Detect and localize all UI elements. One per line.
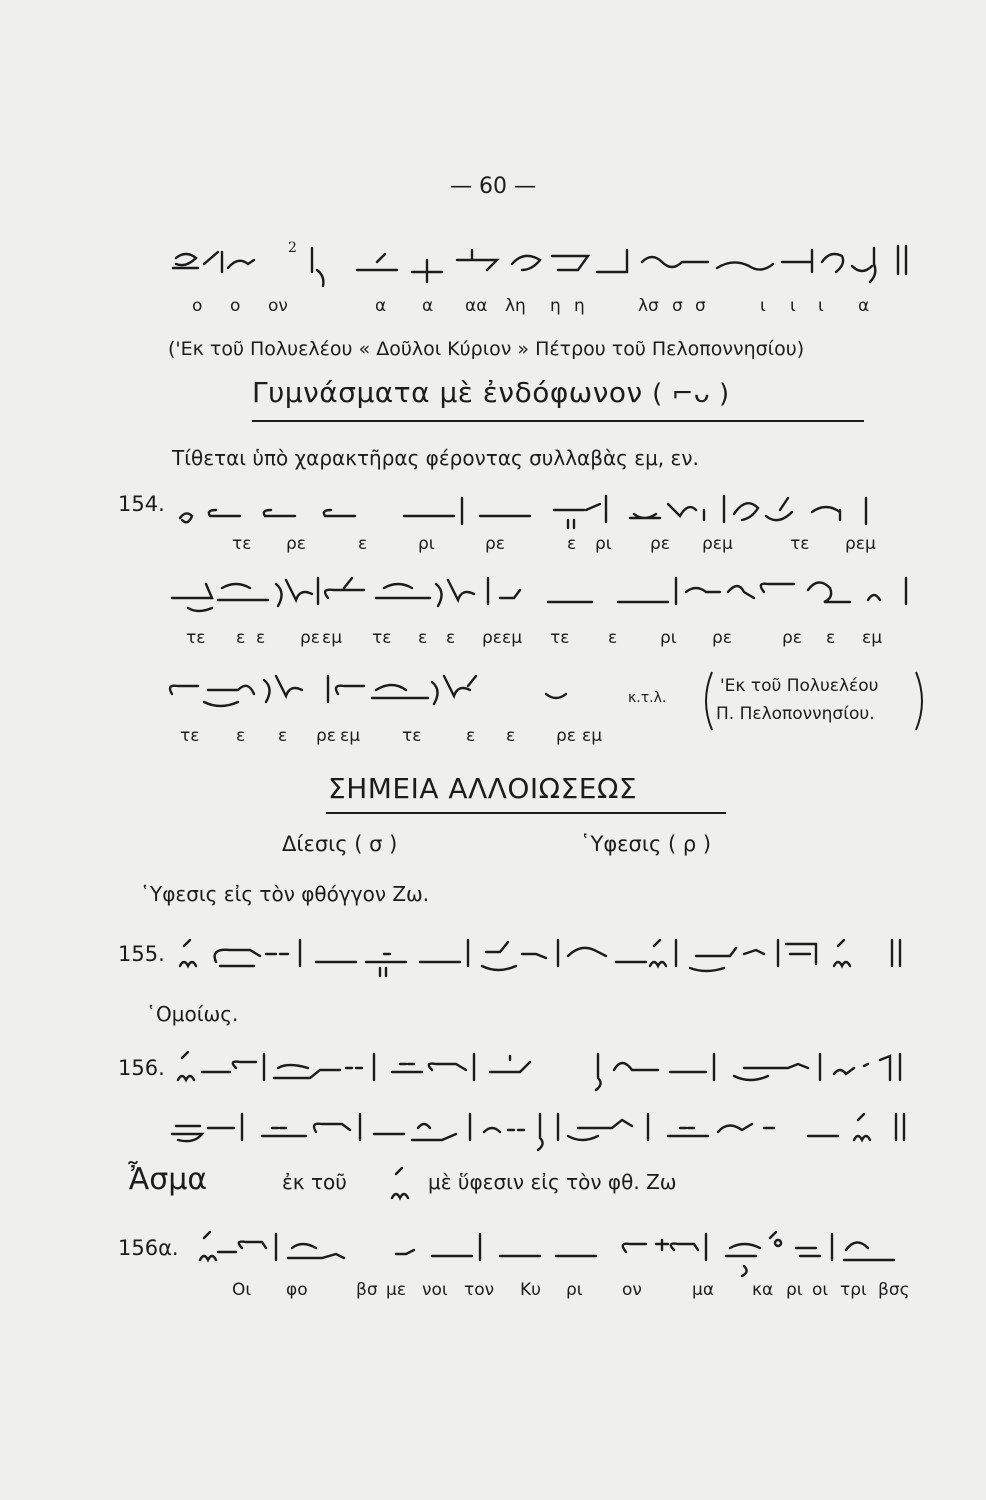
syllable: βσς	[878, 1280, 910, 1300]
lyrics-line	[0, 726, 986, 750]
syllable: εμ	[582, 726, 603, 746]
syllable: ε	[506, 726, 516, 746]
syllable: α	[375, 296, 387, 316]
syllable: τε	[550, 628, 570, 648]
syllable: ρε	[712, 628, 732, 648]
syllable: ρε	[286, 534, 306, 554]
syllable: ο	[230, 296, 241, 316]
syllable: εμ	[502, 628, 523, 648]
syllable: ε	[418, 628, 428, 648]
syllable: ε	[446, 628, 456, 648]
syllable: ο	[192, 296, 203, 316]
source-line: Π. Πελοποννησίου.	[716, 704, 875, 724]
section-heading: ΣΗΜΕΙΑ ΑΛΛΟΙΩΣΕΩΣ	[328, 772, 638, 805]
syllable: τε	[790, 534, 810, 554]
syllable: τρι	[840, 1280, 867, 1300]
syllable: ρι	[418, 534, 435, 554]
note-text: ῾Ομοίως.	[146, 1002, 239, 1026]
syllable: ρε	[300, 628, 320, 648]
neume-line	[176, 488, 916, 534]
syllable: ι	[818, 296, 824, 316]
syllable: Κυ	[520, 1280, 541, 1300]
syllable: νοι	[422, 1280, 448, 1300]
syllable: ε	[358, 534, 368, 554]
exercise-label: 154.	[118, 492, 165, 516]
syllable: ρι	[566, 1280, 583, 1300]
intro-text: Τίθεται ὑπὸ χαρακτῆρας φέροντας συλλαβὰς εμ, εν.	[172, 446, 699, 470]
syllable: ρι	[595, 534, 612, 554]
neume-line	[196, 1226, 916, 1272]
asma-text: μὲ ὕφεσιν εἰς τὸν φθ. Ζω	[428, 1170, 677, 1194]
neume-line	[172, 240, 912, 286]
syllable: σ	[672, 296, 683, 316]
syllable: λσ	[638, 296, 659, 316]
neume-line	[168, 570, 918, 616]
heading-underline	[252, 420, 864, 422]
neume-line	[168, 668, 628, 714]
syllable: ρε	[316, 726, 336, 746]
syllable: εμ	[340, 726, 361, 746]
syllable: ε	[826, 628, 836, 648]
syllable: Οι	[232, 1280, 252, 1300]
syllable: α	[422, 296, 434, 316]
lyrics-line	[0, 534, 986, 558]
lyrics-line	[0, 628, 986, 652]
endophonon-icon: ( ⌐ᴗ )	[652, 379, 730, 409]
syllable: ον	[268, 296, 288, 316]
ktl-text: κ.τ.λ.	[628, 690, 667, 706]
syllable: τε	[372, 628, 392, 648]
syllable: ον	[622, 1280, 642, 1300]
syllable: αα	[465, 296, 488, 316]
neume-line	[176, 932, 916, 978]
syllable: ρι	[660, 628, 677, 648]
syllable: ε	[236, 628, 246, 648]
syllable: ρε	[485, 534, 505, 554]
neume-line	[168, 1106, 914, 1152]
neume-line	[174, 1046, 914, 1092]
syllable: ι	[790, 296, 796, 316]
heading-text: Γυμνάσματα μὲ ἐνδόφωνον	[252, 376, 643, 409]
syllable: τε	[180, 726, 200, 746]
syllable: α	[858, 296, 870, 316]
syllable: βσ	[356, 1280, 378, 1300]
syllable: κα	[752, 1280, 774, 1300]
diesis-label: Δίεσις ( σ )	[282, 832, 398, 856]
syllable: ρε	[650, 534, 670, 554]
heading-underline	[326, 812, 726, 814]
page-number: — 60 —	[450, 174, 536, 199]
section-heading	[252, 376, 730, 409]
syllable: ε	[466, 726, 476, 746]
svg-text:2: 2	[288, 240, 297, 256]
syllable: ε	[256, 628, 266, 648]
asma-line	[128, 1162, 848, 1206]
lyrics-line	[0, 1280, 986, 1304]
syllable: σ	[695, 296, 706, 316]
source-bracket	[698, 668, 930, 734]
syllable: ρεμ	[845, 534, 876, 554]
syllable: ι	[760, 296, 766, 316]
syllable: μα	[692, 1280, 715, 1300]
syllable: η	[574, 296, 585, 316]
syllable: οι	[812, 1280, 829, 1300]
syllable: ρε	[782, 628, 802, 648]
syllable: ε	[278, 726, 288, 746]
syllable: εμ	[322, 628, 343, 648]
syllable: τε	[186, 628, 206, 648]
syllable: τε	[402, 726, 422, 746]
yfesis-label: ῾Υφεσις ( ρ )	[580, 832, 712, 856]
syllable: λη	[505, 296, 526, 316]
syllable: ρι	[786, 1280, 803, 1300]
syllable: ρε	[556, 726, 576, 746]
exercise-label: 156α.	[118, 1236, 179, 1260]
source-line: 'Εκ τοῦ Πολυελέου	[720, 676, 879, 696]
syllable: τε	[232, 534, 252, 554]
intro-text: ῾Υφεσις εἰς τὸν φθόγγον Ζω.	[140, 882, 430, 906]
syllable: ρε	[482, 628, 502, 648]
exercise-label: 156.	[118, 1056, 165, 1080]
exercise-label: 155.	[118, 942, 165, 966]
asma-text: ἐκ τοῦ	[282, 1170, 347, 1194]
asma-title: Ἆσμα	[128, 1162, 208, 1197]
syllable: εμ	[862, 628, 883, 648]
lyrics-line	[0, 296, 986, 320]
syllable: ε	[608, 628, 618, 648]
source-citation: ('Εκ τοῦ Πολυελέου « Δοῦλοι Κύριον » Πέτρου τοῦ Πελοποννησίου)	[168, 338, 805, 360]
syllable: ε	[236, 726, 246, 746]
syllable: ε	[567, 534, 577, 554]
syllable: ρεμ	[702, 534, 733, 554]
syllable: τον	[464, 1280, 495, 1300]
syllable: με	[386, 1280, 407, 1300]
syllable: φο	[286, 1280, 308, 1300]
syllable: η	[550, 296, 561, 316]
martyria-icon	[384, 1162, 420, 1210]
